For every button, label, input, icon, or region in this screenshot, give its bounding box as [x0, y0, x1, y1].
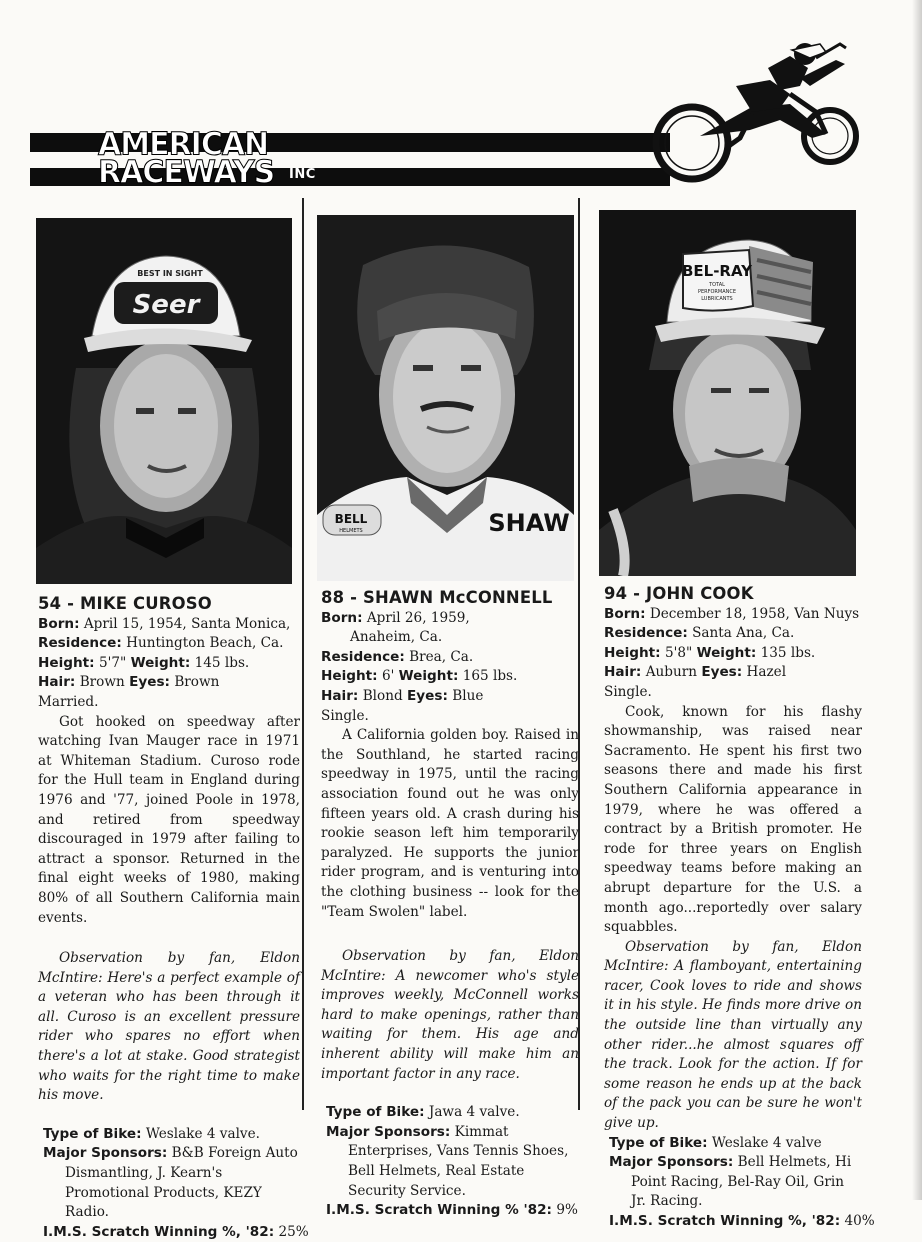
rider-column-curoso	[38, 594, 309, 1242]
weight-label: Weight:	[130, 654, 191, 671]
sponsors-line	[609, 1153, 862, 1212]
column-divider-left	[302, 198, 304, 1110]
residence-line	[321, 648, 579, 668]
born-label: Born:	[38, 615, 80, 632]
fan-observation: Observation by fan, Eldon McIntire: A newcomer who's style improves weekly, McConnell works hard to make openings, rather than waiting for them. His age and inherent ability will make him an important factor in any race.	[321, 948, 579, 1082]
sponsors-label: Major Sponsors:	[43, 1145, 168, 1162]
rider-photo-mcconnell	[317, 215, 574, 581]
residence-label: Residence:	[38, 635, 122, 652]
cap-sub-2: PERFORMANCE	[697, 289, 737, 295]
residence-line	[604, 624, 862, 644]
born-line	[321, 609, 579, 629]
bike-line	[38, 1125, 300, 1145]
ims-line	[38, 1223, 309, 1242]
cap-brand-seer: Seer	[132, 290, 200, 320]
eyes-value: Brown	[174, 674, 220, 691]
eyes-label: Eyes:	[129, 674, 170, 691]
ims-label: I.M.S. Scratch Winning % '82:	[326, 1202, 552, 1219]
jacket-helmet-patch: BELL	[334, 512, 368, 526]
motorcycle-rider-illustration	[640, 38, 862, 186]
rider-column-mcconnell	[321, 588, 579, 1221]
ims-line	[604, 1212, 875, 1232]
height-value: 6'	[381, 668, 395, 685]
ims-label: I.M.S. Scratch Winning %, '82:	[43, 1223, 275, 1240]
ims-line	[321, 1201, 579, 1221]
height-weight-line	[38, 654, 300, 674]
born-value: December 18, 1958, Van Nuys	[649, 605, 860, 622]
residence-label: Residence:	[604, 625, 688, 642]
hair-label: Hair:	[321, 687, 359, 704]
sponsors-value: Bell Helmets, Hi Point Racing, Bel-Ray Oil, Grin Jr. Racing.	[631, 1154, 852, 1210]
rider-photo-curoso	[36, 218, 292, 584]
hair-value: Blond	[362, 687, 403, 704]
logo-line-2: RACEWAYS	[98, 154, 275, 191]
marital-status: Single.	[321, 707, 369, 724]
hair-eyes-line	[604, 663, 862, 683]
ims-value: 9%	[556, 1202, 578, 1219]
born-label: Born:	[321, 609, 363, 626]
eyes-label: Eyes:	[407, 687, 448, 704]
height-weight-line	[604, 644, 862, 664]
ims-label: I.M.S. Scratch Winning %, '82:	[609, 1213, 841, 1229]
rider-bio: A California golden boy. Raised in the Southland, he started racing speedway in 1975, until the racing association found out he was only fifteen years old. A crash during his rookie season left him temporarily paralyzed. He supports the junior rider program, and is venturing into the clothing business -- look for the "Team Swolen" label.	[321, 727, 579, 920]
height-label: Height:	[604, 644, 661, 661]
bike-label: Type of Bike:	[326, 1104, 425, 1121]
fan-observation: Observation by fan, Eldon McIntire: A flamboyant, entertaining racer, Cook loves to ride and shows it in his style. He finds more drive on the outside line than virtually any other rider...he almost squares off the track. Look for the action. If for some reason he ends up at the back of the pack you can be sure he won't give up.	[604, 938, 862, 1132]
height-label: Height:	[321, 668, 378, 685]
residence-value: Santa Ana, Ca.	[692, 625, 795, 642]
born-label: Born:	[604, 605, 646, 622]
born-line	[38, 615, 300, 635]
residence-value: Huntington Beach, Ca.	[126, 635, 284, 652]
sponsors-value: B&B Foreign Auto Dismantling, J. Kearn's Promotional Products, KEZY Radio.	[65, 1145, 298, 1221]
sponsors-line	[43, 1144, 300, 1222]
bike-label: Type of Bike:	[43, 1125, 142, 1142]
rider-photo-cook	[599, 210, 856, 576]
bike-label: Type of Bike:	[609, 1134, 708, 1151]
residence-value: Brea, Ca.	[409, 648, 474, 665]
weight-value: 145 lbs.	[194, 654, 250, 671]
sponsors-line	[326, 1123, 579, 1201]
bike-value: Weslake 4 valve	[711, 1134, 822, 1151]
born-value: April 15, 1954, Santa Monica,	[83, 615, 291, 632]
logo-line-1: AMERICAN	[98, 126, 269, 163]
ims-value: 25%	[278, 1223, 309, 1240]
height-value: 5'8"	[664, 644, 693, 661]
born-place-line: Anaheim, Ca.	[350, 629, 443, 646]
bike-value: Weslake 4 valve.	[145, 1125, 260, 1142]
rider-title: 88 - SHAWN McCONNELL	[321, 588, 553, 607]
sponsors-label: Major Sponsors:	[609, 1154, 734, 1171]
jacket-helmet-patch-sub: HELMETS	[339, 528, 363, 534]
residence-label: Residence:	[321, 648, 405, 665]
height-weight-line	[321, 667, 579, 687]
rider-bio: Got hooked on speedway after watching Ivan Mauger race in 1971 at Whiteman Stadium. Curoso rode for the Hull team in England during 1976 and '77, joined Poole in 1978, and retired from speedway discouraged in 1979 after failing to attract a sponsor. Returned in the final eight weeks of 1980, making 80% of all Southern California main events.	[38, 713, 300, 926]
born-value: April 26, 1959,	[366, 609, 470, 626]
eyes-value: Blue	[452, 687, 484, 704]
jacket-name: SHAW	[488, 509, 570, 537]
weight-value: 135 lbs.	[760, 644, 816, 661]
rider-title: 94 - JOHN COOK	[604, 584, 754, 603]
rider-column-cook	[604, 584, 875, 1232]
residence-line	[38, 634, 300, 654]
cap-sub-1: TOTAL	[709, 282, 725, 288]
hair-value: Auburn	[645, 664, 697, 681]
cap-tagline: BEST IN SIGHT	[137, 269, 203, 278]
height-value: 5'7"	[98, 654, 127, 671]
rider-bio: Cook, known for his flashy showmanship, was raised near Sacramento. He spent his first two seasons there and made his first Southern California appearance in 1979, where he was offered a contract by a British promoter. He rode for three years on English speedway teams before making an abrupt departure for the U.S. a month ago...reportedly over salary squabbles.	[604, 703, 862, 936]
marital-status: Married.	[38, 693, 99, 710]
ims-value: 40%	[844, 1213, 875, 1229]
eyes-label: Eyes:	[701, 664, 743, 681]
weight-value: 165 lbs.	[462, 668, 518, 685]
logo-suffix: INC	[289, 167, 316, 182]
hair-label: Hair:	[604, 664, 642, 681]
fan-observation: Observation by fan, Eldon McIntire: Here's a perfect example of a veteran who has been through it all. Curoso is an excellent pressure rider who spares no effort when there's a lot at stake. Good strategist who waits for the right time to make his move.	[38, 950, 300, 1104]
page-edge-shadow	[912, 0, 922, 1200]
hair-value: Brown	[79, 674, 125, 691]
sponsors-value: Kimmat Enterprises, Vans Tennis Shoes, Bell Helmets, Real Estate Security Service.	[348, 1123, 569, 1199]
rider-title: 54 - MIKE CUROSO	[38, 594, 212, 613]
bike-value: Jawa 4 valve.	[428, 1104, 520, 1121]
born-line	[604, 605, 862, 625]
bike-line	[321, 1103, 579, 1123]
publisher-logo	[98, 126, 298, 191]
height-label: Height:	[38, 654, 95, 671]
hair-label: Hair:	[38, 674, 76, 691]
weight-label: Weight:	[398, 668, 459, 685]
eyes-value: Hazel	[746, 664, 787, 681]
hair-eyes-line	[321, 687, 579, 707]
hair-eyes-line	[38, 673, 300, 693]
cap-sub-3: LUBRICANTS	[701, 296, 733, 302]
cap-brand-belray: BEL-RAY	[681, 262, 753, 280]
weight-label: Weight:	[696, 644, 757, 661]
marital-status: Single.	[604, 683, 652, 700]
bike-line	[604, 1134, 862, 1154]
sponsors-label: Major Sponsors:	[326, 1123, 451, 1140]
